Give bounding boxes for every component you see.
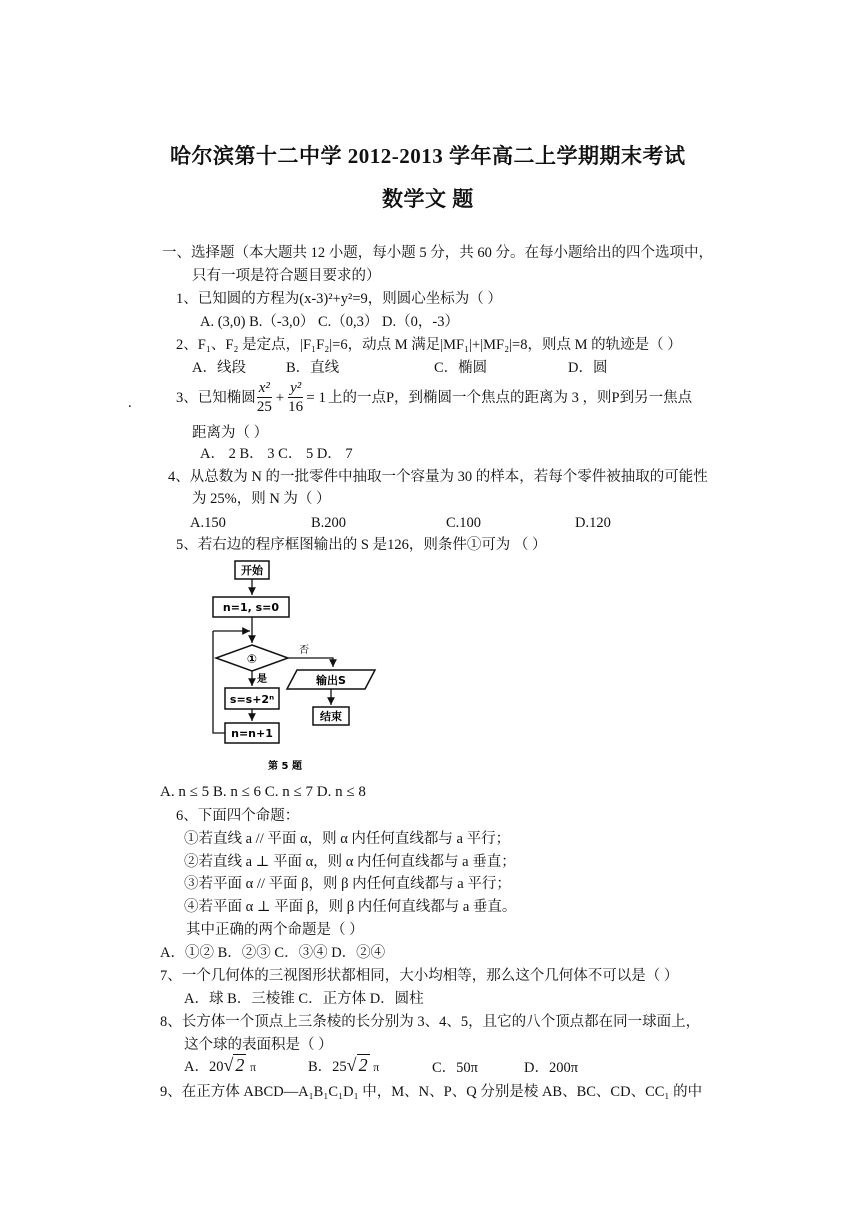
question-6-prop-2: ②若直线 a ⊥ 平面 α，则 α 内任何直线都与 a 垂直； xyxy=(184,854,516,870)
q8-option-b-label: B．25 xyxy=(308,1059,347,1075)
q8-option-a-sqrt: √ 2 xyxy=(223,1055,245,1075)
q8-option-a-label: A．20 xyxy=(184,1059,224,1075)
flow-update-n-label: n=n+1 xyxy=(231,727,273,740)
stray-dot: . xyxy=(128,395,132,411)
question-2-stem: 2、F₁、F₂ 是定点，|F₁F₂|=6，动点 M 满足|MF₁|+|MF₂|=8，则点 M 的轨迹是（ ） xyxy=(176,337,682,353)
question-6-prop-4: ④若平面 α ⊥ 平面 β，则 β 内任何直线都与 a 垂直。 xyxy=(184,899,517,915)
flow-no-label: 否 xyxy=(299,645,309,656)
q2-option-a: A．线段 xyxy=(192,360,246,376)
question-5-stem: 5、若右边的程序框图输出的 S 是126，则条件①可为 （ ） xyxy=(176,537,547,553)
q8-option-b-pi: π xyxy=(373,1060,380,1074)
q3-fraction-x-den: 25 xyxy=(256,399,272,415)
q8-option-c: C．50π xyxy=(432,1060,478,1076)
q3-fraction-y-num: y² xyxy=(290,380,302,396)
flow-start-label: 开始 xyxy=(241,564,263,577)
question-3-cont: 距离为（ ） xyxy=(192,425,269,441)
question-6-options: A．①② B．②③ C．③④ D．②④ xyxy=(160,945,386,961)
question-3-options: A． 2 B． 3 C． 5 D． 7 xyxy=(200,446,353,462)
q8-option-d: D．200π xyxy=(524,1060,579,1076)
q4-option-a: A.150 xyxy=(190,515,226,531)
question-1-options: A. (3,0) B.（-3,0） C.（0,3） D.（0，-3） xyxy=(200,314,459,330)
q3-fraction-y xyxy=(288,380,303,416)
q8-option-a-pi: π xyxy=(250,1060,257,1074)
q2-option-c: C．椭圆 xyxy=(434,360,488,376)
question-3-stem xyxy=(176,376,692,420)
q8-option-b xyxy=(308,1055,379,1077)
question-8-options xyxy=(184,1055,604,1079)
q2-option-d: D．圆 xyxy=(568,360,608,376)
page-title: 哈尔滨第十二中学 2012-2013 学年高二上学期期末考试 xyxy=(170,144,686,168)
section-heading-cont: 只有一项是符合题目要求的） xyxy=(192,268,381,284)
q3-fraction-x xyxy=(257,380,272,416)
question-9-stem: 9、在正方体 ABCD—A₁B₁C₁D₁ 中，M、N、P、Q 分别是棱 AB、BC、CD、CC₁ 的中 xyxy=(160,1084,703,1100)
question-1-stem: 1、已知圆的方程为(x-3)²+y²=9，则圆心坐标为（ ） xyxy=(176,291,502,307)
q3-suffix: 上的一点P，到椭圆一个焦点的距离为 3 ，则P到另一焦点 xyxy=(327,390,693,406)
q3-prefix: 3、已知椭圆 xyxy=(176,390,256,406)
q3-fraction-y-den: 16 xyxy=(288,399,304,415)
flow-condition-label: ① xyxy=(246,652,258,666)
section-heading: 一、选择题（本大题共 12 小题，每小题 5 分，共 60 分。在每小题给出的四个选项中， xyxy=(162,245,713,261)
flow-end-label: 结束 xyxy=(320,710,342,723)
q8-option-a-radicand: 2 xyxy=(235,1055,245,1075)
question-6-prop-1: ①若直线 a // 平面 α，则 α 内任何直线都与 a 平行； xyxy=(184,831,511,847)
q4-option-b: B.200 xyxy=(311,515,347,531)
q8-option-a xyxy=(184,1055,256,1077)
q8-option-b-sqrt: √ 2 xyxy=(346,1055,368,1075)
q4-option-d: D.120 xyxy=(575,515,611,531)
question-8-cont: 这个球的表面积是（ ） xyxy=(184,1037,333,1053)
question-6-ask: 其中正确的两个命题是（ ） xyxy=(186,922,364,938)
page-subtitle: 数学文 题 xyxy=(382,187,474,211)
q3-plus: + xyxy=(275,390,285,406)
question-4-stem: 4、从总数为 N 的一批零件中抽取一个容量为 30 的样本，若每个零件被抽取的可能性 xyxy=(168,469,708,485)
question-6-prop-3: ③若平面 α // 平面 β，则 β 内任何直线都与 a 平行； xyxy=(184,876,511,892)
flow-output-label: 输出S xyxy=(316,674,346,687)
q3-equals: = 1 xyxy=(306,390,326,406)
flowchart xyxy=(195,555,385,780)
question-7-stem: 7、一个几何体的三视图形状都相同，大小均相等，那么这个几何体不可以是（ ） xyxy=(160,968,679,984)
question-5-options: A. n ≤ 5 B. n ≤ 6 C. n ≤ 7 D. n ≤ 8 xyxy=(160,784,366,800)
flow-caption: 第 5 题 xyxy=(268,761,302,772)
q4-option-c: C.100 xyxy=(446,515,482,531)
flow-update-s-label: s=s+2ⁿ xyxy=(229,693,275,706)
flow-yes-label: 是 xyxy=(257,674,267,685)
question-8-stem: 8、长方体一个顶点上三条棱的长分别为 3、4、5，且它的八个顶点都在同一球面上， xyxy=(160,1014,701,1030)
question-7-options: A．球 B．三棱锥 C．正方体 D．圆柱 xyxy=(184,991,424,1007)
q8-option-b-radicand: 2 xyxy=(358,1055,368,1075)
question-6-stem: 6、下面四个命题： xyxy=(176,808,300,824)
flow-init-label: n=1, s=0 xyxy=(222,601,280,614)
q2-option-b: B．直线 xyxy=(286,360,340,376)
question-4-cont: 为 25%，则 N 为（ ） xyxy=(192,491,331,507)
q3-fraction-x-num: x² xyxy=(258,380,270,396)
